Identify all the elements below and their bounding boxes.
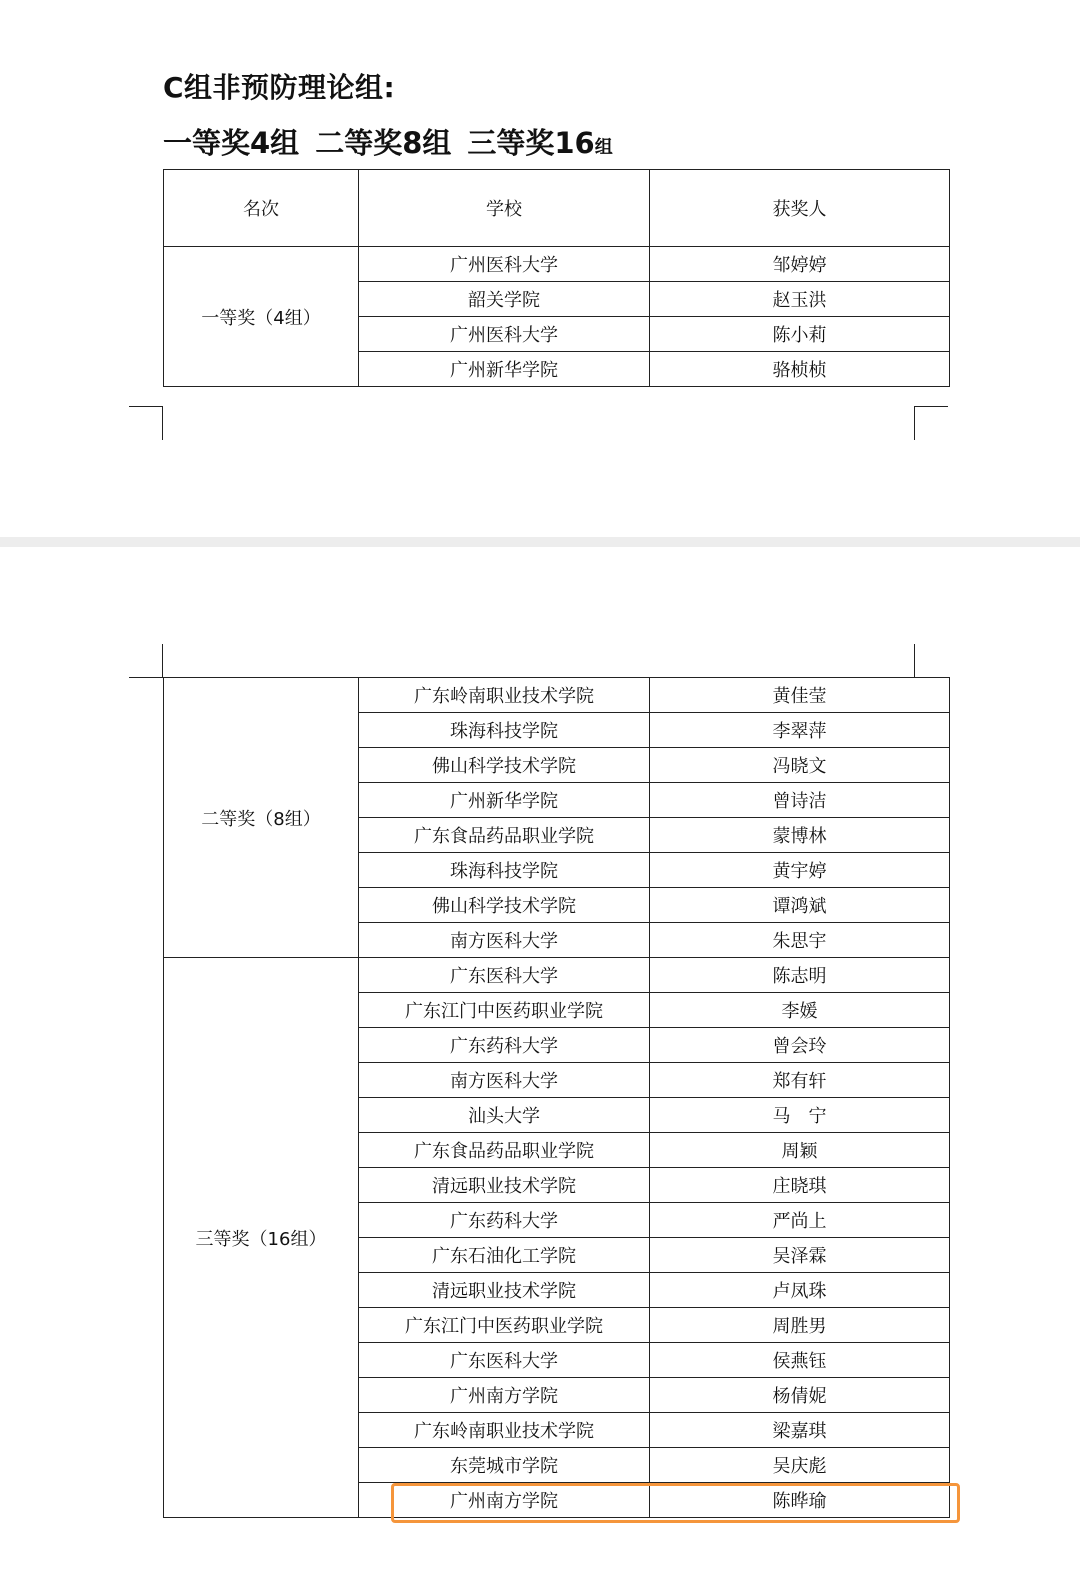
award-table-part-1: [163, 169, 950, 387]
winner-cell: 李翠萍: [650, 713, 950, 748]
school-cell: 广东岭南职业技术学院: [359, 1413, 650, 1448]
page-corner-mark: [129, 644, 163, 678]
winner-cell: 周胜男: [650, 1308, 950, 1343]
third-prize-label: 三等奖（16组）: [164, 958, 359, 1518]
winner-cell: 侯燕钰: [650, 1343, 950, 1378]
document-page-2: [0, 547, 1080, 1572]
winner-cell: 谭鸿斌: [650, 888, 950, 923]
table-row: [164, 247, 950, 282]
header-school: 学校: [359, 170, 650, 247]
school-cell: 广东石油化工学院: [359, 1238, 650, 1273]
second-prize-label: 二等奖（8组）: [164, 678, 359, 958]
winner-cell: 杨倩妮: [650, 1378, 950, 1413]
school-cell: 广州南方学院: [359, 1483, 650, 1518]
winner-cell: 黄宇婷: [650, 853, 950, 888]
school-cell: 韶关学院: [359, 282, 650, 317]
school-cell: 南方医科大学: [359, 923, 650, 958]
winner-cell: 吴庆彪: [650, 1448, 950, 1483]
school-cell: 佛山科学技术学院: [359, 748, 650, 783]
winner-cell: 冯晓文: [650, 748, 950, 783]
winner-cell: 曾诗洁: [650, 783, 950, 818]
school-cell: 广州医科大学: [359, 247, 650, 282]
winner-cell: 梁嘉琪: [650, 1413, 950, 1448]
award-table-part-2: [163, 677, 950, 1518]
school-cell: 广东岭南职业技术学院: [359, 678, 650, 713]
header-winner: 获奖人: [650, 170, 950, 247]
school-cell: 广东食品药品职业学院: [359, 818, 650, 853]
page-corner-mark: [914, 644, 915, 677]
winner-cell: 黄佳莹: [650, 678, 950, 713]
winner-cell: 邹婷婷: [650, 247, 950, 282]
winner-cell: 周颖: [650, 1133, 950, 1168]
winner-cell: 骆桢桢: [650, 352, 950, 387]
school-cell: 广东食品药品职业学院: [359, 1133, 650, 1168]
section-title: C组非预防理论组:: [163, 71, 396, 104]
school-cell: 广州南方学院: [359, 1378, 650, 1413]
first-prize-label: 一等奖（4组）: [164, 247, 359, 387]
table-header-row: [164, 170, 950, 247]
school-cell: 佛山科学技术学院: [359, 888, 650, 923]
award-summary-suffix: 组: [594, 137, 613, 158]
award-summary-second: 二等奖8组: [315, 126, 452, 160]
school-cell: 广东药科大学: [359, 1203, 650, 1238]
school-cell: 清远职业技术学院: [359, 1273, 650, 1308]
school-cell: 东莞城市学院: [359, 1448, 650, 1483]
winner-cell: 陈志明: [650, 958, 950, 993]
school-cell: 广州新华学院: [359, 352, 650, 387]
page-separator: [0, 537, 1080, 547]
winner-cell: 马 宁: [650, 1098, 950, 1133]
school-cell: 汕头大学: [359, 1098, 650, 1133]
page-corner-mark: [129, 406, 163, 440]
table-row: [164, 678, 950, 713]
school-cell: 广东医科大学: [359, 1343, 650, 1378]
winner-cell: 赵玉洪: [650, 282, 950, 317]
school-cell: 清远职业技术学院: [359, 1168, 650, 1203]
award-summary-third: 三等奖16: [467, 126, 595, 160]
winner-cell: 陈晔瑜: [650, 1483, 950, 1518]
school-cell: 珠海科技学院: [359, 713, 650, 748]
winner-cell: 庄晓琪: [650, 1168, 950, 1203]
winner-cell: 蒙博林: [650, 818, 950, 853]
table-row: [164, 958, 950, 993]
page-corner-mark: [914, 406, 948, 440]
winner-cell: 曾会玲: [650, 1028, 950, 1063]
document-page-1: [0, 0, 1080, 537]
award-summary-first: 一等奖4组: [163, 126, 300, 160]
winner-cell: 严尚上: [650, 1203, 950, 1238]
school-cell: 广州新华学院: [359, 783, 650, 818]
school-cell: 广东医科大学: [359, 958, 650, 993]
school-cell: 广州医科大学: [359, 317, 650, 352]
winner-cell: 吴泽霖: [650, 1238, 950, 1273]
award-summary: [163, 121, 613, 162]
winner-cell: 卢凤珠: [650, 1273, 950, 1308]
winner-cell: 朱思宇: [650, 923, 950, 958]
school-cell: 广东药科大学: [359, 1028, 650, 1063]
school-cell: 珠海科技学院: [359, 853, 650, 888]
school-cell: 广东江门中医药职业学院: [359, 1308, 650, 1343]
header-rank: 名次: [164, 170, 359, 247]
school-cell: 南方医科大学: [359, 1063, 650, 1098]
winner-cell: 郑有轩: [650, 1063, 950, 1098]
school-cell: 广东江门中医药职业学院: [359, 993, 650, 1028]
winner-cell: 李媛: [650, 993, 950, 1028]
highlight-box: [391, 1483, 960, 1523]
winner-cell: 陈小莉: [650, 317, 950, 352]
